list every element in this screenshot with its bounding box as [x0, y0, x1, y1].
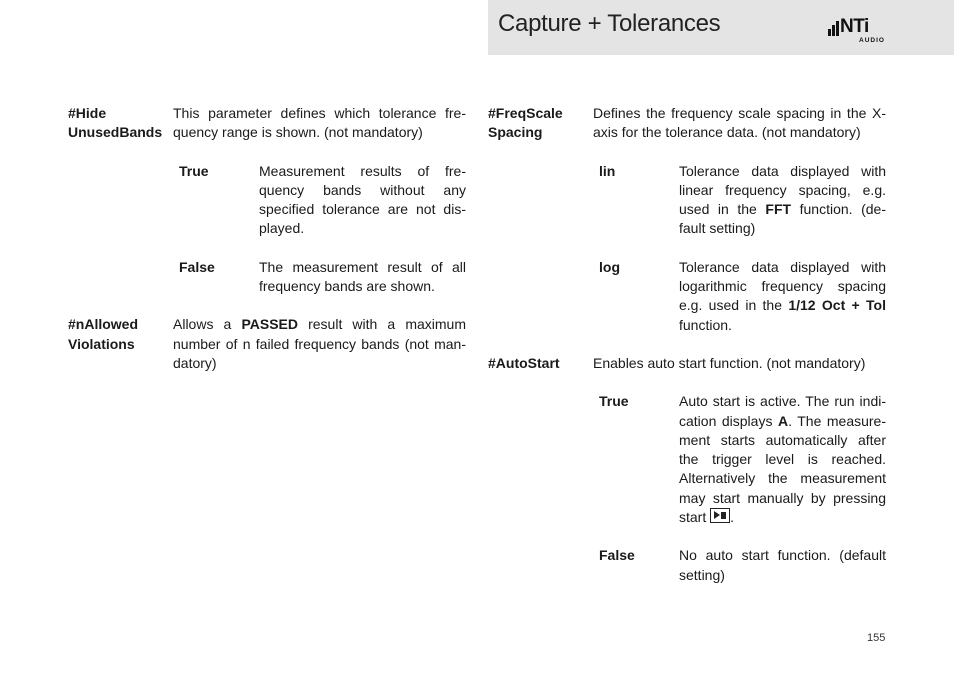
param-description: Allows a PASSED result with a maximum number of n failed frequency bands (not man-datory) [173, 316, 466, 371]
page-title: Capture + Tolerances [498, 10, 721, 37]
option-description: Measurement results of fre-quency bands without any specified tolerance are not dis-played. [259, 162, 466, 237]
option-false [179, 258, 466, 297]
param-name: #AutoStart [488, 354, 560, 371]
logo-wordmark: NTi [828, 17, 869, 36]
option-label: True [179, 162, 209, 179]
option-true [599, 392, 886, 527]
option-description: The measurement result of all frequency bands are shown. [259, 258, 466, 295]
left-column [68, 104, 466, 373]
right-column [488, 104, 886, 585]
option-label: False [599, 547, 635, 564]
param-description: Enables auto start function. (not mandatory) [593, 354, 866, 371]
param-autostart [488, 354, 886, 373]
option-description: Tolerance data displayed with logarithmic frequency spacing e.g. used in the 1/12 Oct + Tol function. [679, 258, 886, 333]
option-log [599, 258, 886, 335]
option-description: No auto start function. (default setting) [679, 547, 886, 583]
param-name: #FreqScale Spacing [488, 105, 563, 141]
option-label: log [599, 258, 620, 275]
param-hide-unused-bands [68, 104, 466, 143]
param-description: This parameter defines which tolerance fre-quency range is shown. (not mandatory) [173, 105, 466, 141]
option-label: False [179, 258, 215, 275]
logo-subtext: AUDIO [859, 37, 885, 44]
option-false [599, 546, 886, 585]
param-name: #Hide UnusedBands [68, 105, 163, 141]
param-name: #nAllowed Violations [68, 316, 139, 352]
option-description: Tolerance data displayed with linear frequency spacing, e.g. used in the FFT function. (de-fault setting) [679, 162, 886, 237]
play-stop-icon [710, 508, 730, 523]
page-number: 155 [867, 632, 886, 644]
param-nallowed-violations [68, 315, 466, 373]
option-true [179, 162, 466, 239]
option-label: True [599, 393, 629, 410]
option-label: lin [599, 162, 616, 179]
param-freqscale-spacing [488, 104, 886, 143]
option-description: Auto start is active. The run indi-cation displays A. The measure-ment starts automatically after the trigger level is reached. Alternatively the measurement may start manually by pressing start . [679, 393, 887, 526]
option-lin [599, 162, 886, 239]
param-description: Defines the frequency scale spacing in the X-axis for the tolerance data. (not mandatory) [593, 105, 886, 141]
logo-bars-icon [828, 17, 840, 36]
nti-audio-logo [828, 17, 888, 45]
page-header [488, 0, 954, 55]
